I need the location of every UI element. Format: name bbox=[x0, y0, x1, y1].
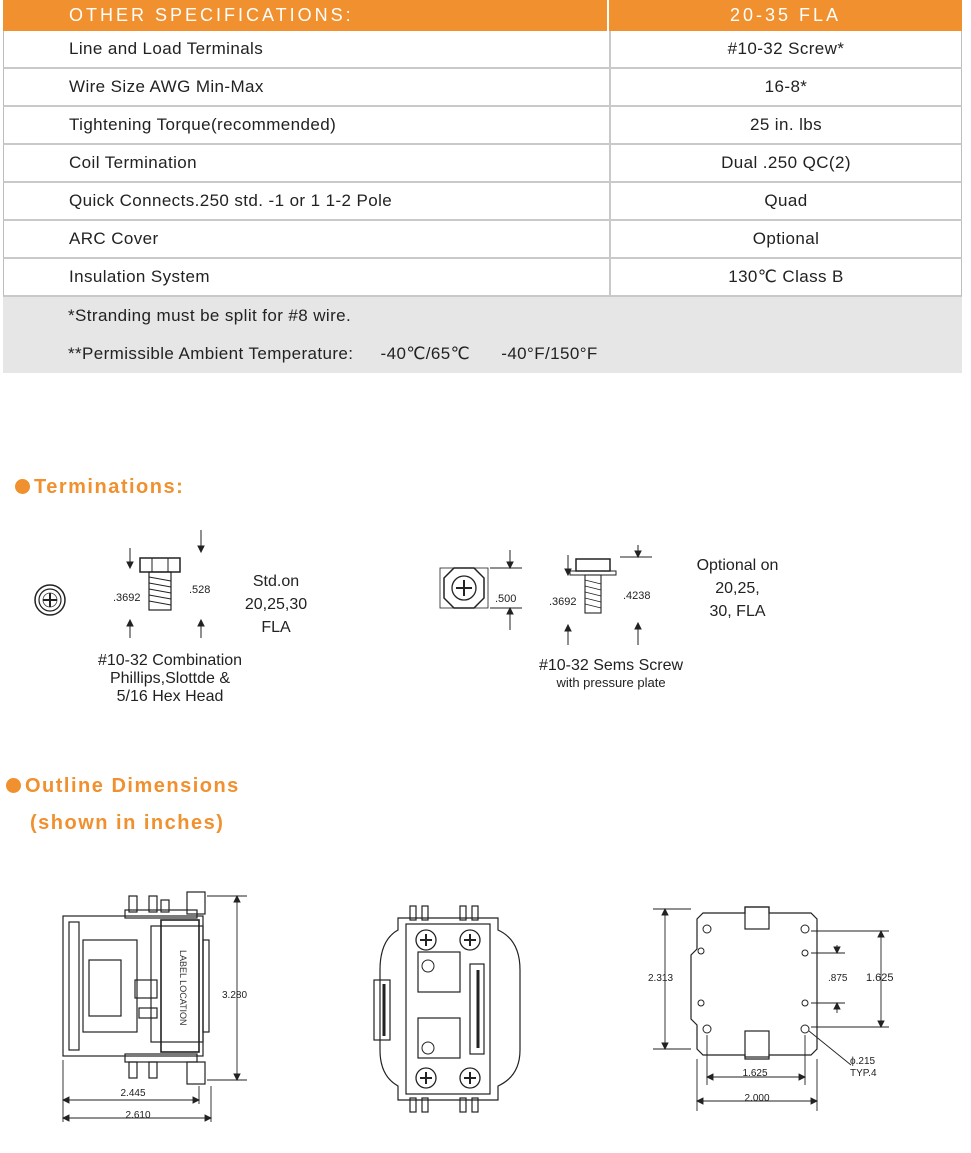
dim-mount-hole-spacing-h: 1.625 bbox=[742, 1068, 768, 1079]
note-ambient-temperature bbox=[68, 335, 962, 373]
row-value: Dual .250 QC(2) bbox=[721, 153, 851, 172]
row-label: Coil Termination bbox=[4, 145, 611, 181]
dim-mount-height-inner: 1.625 bbox=[866, 972, 894, 984]
label-location-text: LABEL LOCATION bbox=[178, 950, 188, 1026]
table-row bbox=[3, 145, 962, 183]
std-caption-line: Phillips,Slottde & bbox=[109, 670, 231, 687]
table-row bbox=[3, 259, 962, 297]
outline-title: Outline Dimensions bbox=[25, 775, 240, 797]
row-label: Line and Load Terminals bbox=[4, 31, 611, 67]
table-row bbox=[3, 107, 962, 145]
row-value: #10-32 Screw* bbox=[727, 39, 845, 58]
outline-subtitle: (shown in inches) bbox=[30, 812, 225, 834]
dim-side-width-inner: 2.445 bbox=[120, 1088, 146, 1099]
terminations-title: Terminations: bbox=[34, 476, 185, 498]
optional-note-line: 30, FLA bbox=[709, 603, 766, 620]
mounting-dimensions-drawing bbox=[645, 895, 905, 1115]
sems-dim-lines bbox=[490, 550, 522, 630]
row-value: 25 in. lbs bbox=[749, 115, 823, 134]
std-note-line: 20,25,30 bbox=[244, 596, 308, 613]
sems-top-view-icon bbox=[440, 568, 488, 608]
std-note-line: FLA bbox=[261, 619, 291, 636]
std-note-line: Std.on bbox=[252, 573, 300, 590]
row-value: 130℃ Class B bbox=[728, 267, 844, 286]
bullet-dot-icon bbox=[15, 479, 30, 494]
table-row bbox=[3, 69, 962, 107]
note-ambient-label: **Permissible Ambient Temperature: bbox=[68, 344, 354, 363]
row-value: Quad bbox=[764, 191, 808, 210]
table-header bbox=[3, 0, 962, 31]
dim-sems-height: .3692 bbox=[549, 596, 577, 608]
dim-sems-length: .4238 bbox=[623, 590, 651, 602]
optional-note-line: 20,25, bbox=[715, 580, 760, 597]
header-label: OTHER SPECIFICATIONS: bbox=[3, 0, 609, 31]
specifications-table bbox=[3, 0, 962, 373]
dim-std-length: .528 bbox=[189, 584, 211, 596]
contactor-front-view-drawing bbox=[370, 900, 530, 1120]
dim-sems-plate: .500 bbox=[495, 593, 517, 605]
std-note bbox=[236, 570, 316, 639]
contactor-side-view-drawing bbox=[55, 890, 275, 1125]
sems-side-view-icon bbox=[570, 559, 616, 613]
screw-side-view-icon bbox=[140, 558, 180, 610]
dim-side-width-outer: 2.610 bbox=[125, 1110, 151, 1121]
row-label: Quick Connects.250 std. -1 or 1 1-2 Pole bbox=[4, 183, 611, 219]
note-ambient-fahrenheit: -40°F/150°F bbox=[501, 344, 598, 363]
row-label: Tightening Torque(recommended) bbox=[4, 107, 611, 143]
note-ambient-celsius: -40℃/65℃ bbox=[380, 344, 471, 363]
mounting-hole-icon bbox=[698, 925, 809, 1033]
dim-mount-height-total: 2.313 bbox=[648, 973, 674, 984]
dim-mount-width-total: 2.000 bbox=[744, 1093, 770, 1104]
screw-top-view-icon bbox=[35, 585, 65, 615]
terminations-heading bbox=[15, 476, 184, 499]
outline-heading bbox=[6, 775, 240, 798]
row-value: Optional bbox=[752, 229, 820, 248]
row-value: 16-8* bbox=[764, 77, 808, 96]
std-caption-line: #10-32 Combination bbox=[97, 652, 243, 669]
dim-side-height: 3.280 bbox=[222, 990, 248, 1001]
row-label: ARC Cover bbox=[4, 221, 611, 257]
table-notes bbox=[3, 297, 962, 373]
optional-note-line: Optional on bbox=[696, 557, 779, 574]
row-label: Wire Size AWG Min-Max bbox=[4, 69, 611, 105]
sems-subcaption: with pressure plate bbox=[556, 675, 666, 690]
header-value: 20-35 FLA bbox=[729, 5, 842, 25]
dim-mount-hole-spacing-v: .875 bbox=[828, 973, 848, 984]
dim-mount-hole-diameter: ϕ.215 bbox=[850, 1056, 876, 1067]
row-label: Insulation System bbox=[4, 259, 611, 295]
dim-std-height: .3692 bbox=[113, 592, 141, 604]
std-caption-line: 5/16 Hex Head bbox=[116, 688, 224, 705]
optional-note bbox=[685, 554, 790, 623]
bullet-dot-icon bbox=[6, 778, 21, 793]
note-stranding: *Stranding must be split for #8 wire. bbox=[68, 306, 352, 325]
dim-mount-hole-count: TYP.4 bbox=[850, 1068, 877, 1079]
table-row bbox=[3, 31, 962, 69]
table-row bbox=[3, 221, 962, 259]
table-row bbox=[3, 183, 962, 221]
sems-caption: #10-32 Sems Screw bbox=[538, 657, 684, 674]
std-caption bbox=[80, 652, 260, 706]
